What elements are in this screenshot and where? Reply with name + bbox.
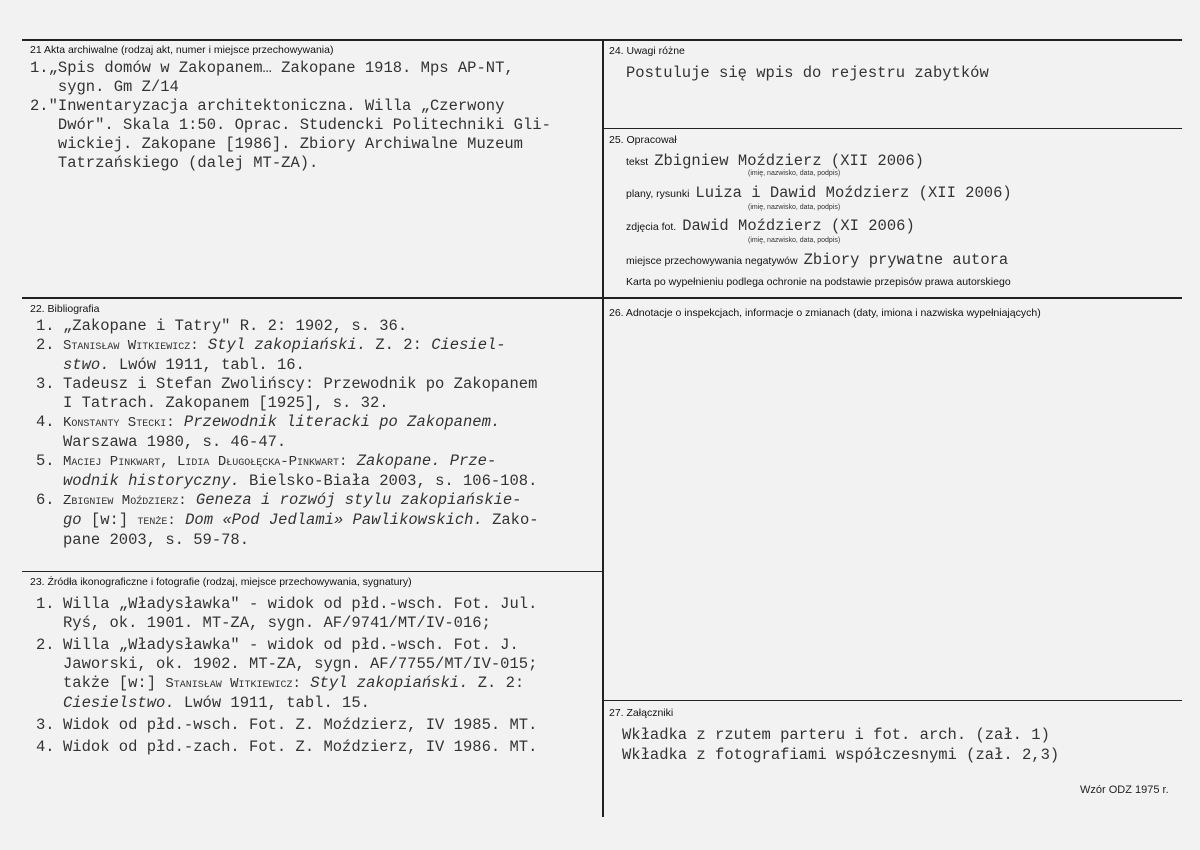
plany-row bbox=[626, 184, 1012, 203]
plany-value: Luiza i Dawid Moździerz (XII 2006) bbox=[695, 184, 1012, 202]
text-segment: Maciej Pinkwart, Lidia Długołęcka-Pinkwart: bbox=[63, 454, 348, 470]
section-22-label: 22. Bibliografia bbox=[30, 303, 100, 315]
iconography-item-line bbox=[36, 614, 537, 633]
text-segment: także [w:] bbox=[63, 674, 166, 692]
section-26-label: 26. Adnotacje o inspekcjach, informacje o zmianach (daty, imiona i nazwiska wypełniających) bbox=[609, 307, 1041, 319]
iconography-item-line bbox=[36, 738, 537, 757]
text-segment: [w:] bbox=[81, 511, 138, 529]
negatywy-row bbox=[626, 251, 1008, 270]
text-segment: Przewodnik literacki po Zakopanem. bbox=[174, 413, 501, 431]
bibliography-item-line bbox=[36, 511, 539, 531]
iconography-item bbox=[36, 595, 537, 633]
text-segment: Zbigniew Moździerz: bbox=[63, 493, 187, 509]
text-segment: Z. 2: bbox=[366, 336, 432, 354]
text-segment: Styl zakopiański. bbox=[300, 674, 469, 692]
bibliography-item-line bbox=[36, 375, 539, 394]
text-segment: Willa „Władysławka" - widok od płd.-wsch. Fot. Jul. bbox=[63, 595, 538, 613]
iconography-item-line bbox=[36, 655, 537, 674]
bibliography-item-line bbox=[36, 356, 539, 375]
section-24-label: 24. Uwagi różne bbox=[609, 45, 685, 57]
zdjecia-value: Dawid Moździerz (XI 2006) bbox=[682, 217, 915, 235]
zdjecia-caption: (imię, nazwisko, data, podpis) bbox=[748, 237, 841, 244]
bibliography-item bbox=[36, 375, 539, 413]
copyright-note: Karta po wypełnieniu podlega ochronie na podstawie przepisów prawa autorskiego bbox=[626, 276, 1011, 288]
section-24-text: Postuluje się wpis do rejestru zabytków bbox=[626, 64, 989, 82]
iconography-item bbox=[36, 636, 537, 713]
form-footer: Wzór ODZ 1975 r. bbox=[1080, 784, 1169, 796]
section-22-content bbox=[36, 317, 539, 550]
text-segment: Stanisław Witkiewicz: bbox=[63, 338, 199, 354]
item-number: 1. bbox=[36, 317, 55, 335]
row-divider-21-22 bbox=[22, 297, 1182, 299]
archive-line: Tatrzańskiego (dalej MT-ZA). bbox=[30, 154, 319, 172]
item-number: 3. bbox=[36, 716, 55, 734]
bibliography-item-line bbox=[36, 394, 539, 413]
text-segment: „Zakopane i Tatry" R. 2: 1902, s. 36. bbox=[63, 317, 408, 335]
text-segment: wodnik historyczny. bbox=[63, 472, 240, 490]
text-segment: Geneza i rozwój stylu zakopiańskie- bbox=[186, 491, 522, 509]
text-segment: Zako- bbox=[482, 511, 539, 529]
section-27-label: 27. Załączniki bbox=[609, 707, 674, 719]
text-segment: Warszawa 1980, s. 46-47. bbox=[63, 433, 287, 451]
text-segment: Ciesielstwo. bbox=[63, 694, 175, 712]
text-segment: tenże: bbox=[137, 513, 176, 529]
bibliography-item-line bbox=[36, 531, 539, 550]
negatywy-value: Zbiory prywatne autora bbox=[803, 251, 1009, 269]
iconography-item-line bbox=[36, 694, 537, 713]
text-segment: I Tatrach. Zakopanem [1925], s. 32. bbox=[63, 394, 389, 412]
text-segment: Lwów 1911, tabl. 16. bbox=[109, 356, 305, 374]
plany-caption: (imię, nazwisko, data, podpis) bbox=[748, 204, 841, 211]
item-number: 3. bbox=[36, 375, 55, 393]
zdjecia-label: zdjęcia fot. bbox=[626, 221, 677, 233]
right-divider-24-25 bbox=[603, 128, 1182, 129]
text-segment: Widok od płd.-wsch. Fot. Z. Moździerz, IV 1985. MT. bbox=[63, 716, 538, 734]
bibliography-item-line bbox=[36, 472, 539, 491]
iconography-item-line bbox=[36, 595, 537, 614]
left-divider-22-23 bbox=[22, 571, 603, 572]
bibliography-item-line bbox=[36, 413, 539, 433]
text-segment: Willa „Władysławka" - widok od płd.-wsch. Fot. J. bbox=[63, 636, 519, 654]
bibliography-item-line bbox=[36, 433, 539, 452]
text-segment: Dom «Pod Jedlami» Pawlikowskich. bbox=[175, 511, 483, 529]
text-segment: Styl zakopiański. bbox=[198, 336, 367, 354]
bibliography-item bbox=[36, 413, 539, 452]
text-segment: Jaworski, ok. 1902. MT-ZA, sygn. AF/7755/MT/IV-015; bbox=[63, 655, 538, 673]
zdjecia-row bbox=[626, 217, 915, 236]
text-segment: Z. 2: bbox=[468, 674, 525, 692]
text-segment: Stanisław Witkiewicz: bbox=[165, 676, 301, 692]
item-number: 5. bbox=[36, 452, 55, 470]
item-number: 2. bbox=[36, 336, 55, 354]
text-segment: pane 2003, s. 59-78. bbox=[63, 531, 250, 549]
bibliography-item bbox=[36, 336, 539, 375]
text-segment: Bielsko-Biała 2003, s. 106-108. bbox=[239, 472, 538, 490]
tekst-row bbox=[626, 152, 924, 171]
item-number: 6. bbox=[36, 491, 55, 509]
right-divider-26-27 bbox=[603, 700, 1182, 701]
bibliography-item bbox=[36, 491, 539, 550]
text-segment: Widok od płd.-zach. Fot. Z. Moździerz, IV 1986. MT. bbox=[63, 738, 538, 756]
bibliography-item-line bbox=[36, 336, 539, 356]
attachment-line-2: Wkładka z fotografiami współczesnymi (zał. 2,3) bbox=[622, 746, 1060, 764]
iconography-item bbox=[36, 738, 537, 757]
iconography-item-line bbox=[36, 674, 537, 694]
archive-line: Dwór". Skala 1:50. Oprac. Studencki Politechniki Gli- bbox=[30, 116, 551, 134]
bibliography-item bbox=[36, 452, 539, 491]
section-23-content bbox=[36, 595, 537, 760]
text-segment: Ciesiel- bbox=[431, 336, 506, 354]
bibliography-item bbox=[36, 317, 539, 336]
archive-line: wickiej. Zakopane [1986]. Zbiory Archiwalne Muzeum bbox=[30, 135, 523, 153]
bibliography-item-line bbox=[36, 491, 539, 511]
section-23-label: 23. Źródła ikonograficzne i fotografie (rodzaj, miejsce przechowywania, sygnatury) bbox=[30, 576, 412, 588]
plany-label: plany, rysunki bbox=[626, 188, 690, 200]
tekst-caption: (imię, nazwisko, data, podpis) bbox=[748, 170, 841, 177]
iconography-item-line bbox=[36, 716, 537, 735]
item-number: 4. bbox=[36, 738, 55, 756]
text-segment: go bbox=[63, 511, 82, 529]
bibliography-item-line bbox=[36, 317, 539, 336]
section-25-label: 25. Opracował bbox=[609, 134, 677, 146]
tekst-label: tekst bbox=[626, 156, 649, 168]
bibliography-item-line bbox=[36, 452, 539, 472]
item-number: 2. bbox=[36, 636, 55, 654]
iconography-item bbox=[36, 716, 537, 735]
text-segment: Zakopane. Prze- bbox=[347, 452, 497, 470]
tekst-value: Zbigniew Moździerz (XII 2006) bbox=[654, 152, 924, 170]
text-segment: stwo. bbox=[63, 356, 110, 374]
archive-line: sygn. Gm Z/14 bbox=[30, 78, 179, 96]
item-number: 4. bbox=[36, 413, 55, 431]
item-number: 1. bbox=[36, 595, 55, 613]
archive-line: 1.„Spis domów w Zakopanem… Zakopane 1918. Mps AP-NT, bbox=[30, 59, 514, 77]
attachment-line-1: Wkładka z rzutem parteru i fot. arch. (zał. 1) bbox=[622, 726, 1050, 744]
text-segment: Ryś, ok. 1901. MT-ZA, sygn. AF/9741/MT/IV-016; bbox=[63, 614, 491, 632]
text-segment: Tadeusz i Stefan Zwolińscy: Przewodnik po Zakopanem bbox=[63, 375, 538, 393]
section-21-content bbox=[30, 59, 551, 173]
iconography-item-line bbox=[36, 636, 537, 655]
archive-line: 2."Inwentaryzacja architektoniczna. Willa „Czerwony bbox=[30, 97, 505, 115]
negatywy-label: miejsce przechowywania negatywów bbox=[626, 255, 798, 267]
section-21-label: 21 Akta archiwalne (rodzaj akt, numer i miejsce przechowywania) bbox=[30, 44, 334, 56]
text-segment: Lwów 1911, tabl. 15. bbox=[174, 694, 370, 712]
text-segment: Konstanty Stecki: bbox=[63, 415, 175, 431]
